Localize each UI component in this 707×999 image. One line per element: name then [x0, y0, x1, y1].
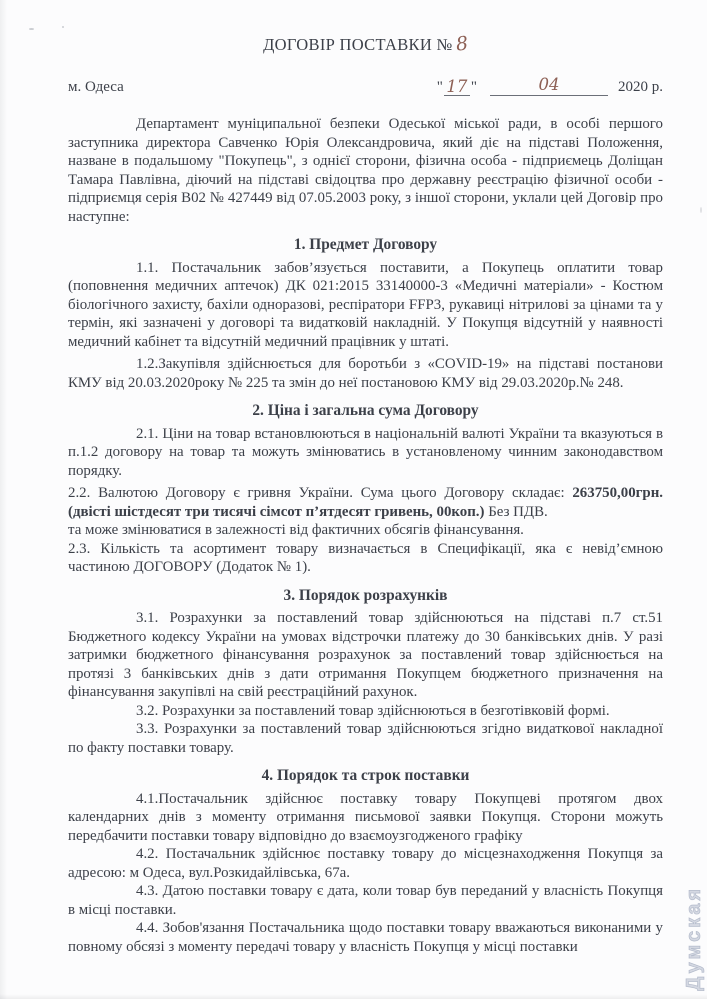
scan-speck	[700, 207, 702, 213]
month-blank-line	[490, 76, 608, 96]
paragraph	[68, 484, 663, 521]
paragraph-text: 4.4. Зобов'язання Постачальника щодо поставки товару вважаються виконаними у повному обсязі з моменту передачі товару у власність Покупця у місці поставки	[68, 920, 663, 955]
year-label: 2020 р.	[618, 79, 663, 95]
scan-speck	[29, 28, 34, 30]
paragraph	[68, 540, 663, 577]
paragraph	[68, 115, 663, 226]
paragraph-text: 2.2. Валютою Договору є гривня України. Сума цього Договору складає:	[68, 485, 573, 501]
paragraph	[68, 845, 663, 882]
close-quote: "	[470, 79, 477, 95]
watermark: Думская	[683, 886, 705, 991]
paragraph-text: 2.1. Ціни на товар встановлюються в національній валюті України та вказуються в п.1.2 договору на товар та можуть змінюватись в установленому чинним законодавством порядку.	[68, 425, 663, 479]
paragraph-text: 3.2. Розрахунки за поставлений товар здійснюються в безготівковій формі.	[136, 702, 610, 719]
paragraph-text: та може змінюватися в залежності від фактичних обсягів фінансування.	[68, 522, 524, 538]
paragraph-text: 3.3. Розрахунки за поставлений товар здійснюються згідно видаткової накладної по факту поставки товару.	[68, 721, 663, 756]
contract-title	[68, 33, 663, 55]
paragraph-text: Без ПДВ.	[484, 503, 548, 520]
paragraph	[68, 259, 663, 352]
paragraph-text: 4.2. Постачальник здійснює поставку товару до місцезнаходження Покупця за адресою: м Одеса, вул.Розкидайлівська, 67а.	[68, 846, 663, 881]
scan-speck	[62, 26, 64, 28]
dateline	[68, 76, 663, 96]
paragraph	[68, 919, 663, 956]
paragraph-text: 1.1. Постачальник забов’язується поставити, а Покупець оплатити товар (поповнення медичних аптечок) ДК 021:2015 33140000-3 «Медичні матеріали» - Костюм біологічного захисту, бахіли одноразові, респіратори FFP3, рукавиці нітрилові за цінами та у термін, які зазначені у договорі та видатковій накладній. У Покупця відсутній у наявності медичний кабінет та відсутній медичний працівник у штаті.	[68, 259, 663, 350]
paragraph	[68, 609, 663, 702]
month-handwritten: 04	[538, 75, 560, 94]
section-heading: 2. Ціна і загальна сума Договору	[252, 402, 479, 419]
section-heading: 4. Порядок та строк поставки	[261, 767, 470, 784]
paragraph	[68, 720, 663, 757]
paragraph	[68, 882, 663, 919]
open-quote: "	[436, 79, 443, 95]
paragraph-text: 4.1.Постачальник здійснює поставку товару Покупцеві протягом двох календарних днів з моменту отримання письмової заявки Покупця. Сторони можуть передбачити поставки товару відповідно до взаємоузгодженого графіку	[68, 790, 663, 844]
paragraph	[68, 355, 663, 392]
paragraph	[68, 521, 663, 540]
paragraph-text: 2.3. Кількість та асортимент товару визначається в Специфікації, яка є невід’ємною частиною ДОГОВОРУ (Додаток № 1).	[68, 540, 663, 575]
city-label: м. Одеса	[68, 79, 124, 95]
contract-title-text: ДОГОВІР ПОСТАВКИ №	[263, 35, 453, 54]
paragraph	[68, 790, 663, 846]
paragraph	[68, 702, 663, 721]
paragraph-text: Департамент муніципальної безпеки Одеської міської ради, в особі першого заступника директора Савченко Юрія Олександровича, який діє на підставі Положення, назване в подальшому "Покупець", з однієї сторони, фізична особа - підприємець Доліщан Тамара Павлівна, діючий на підставі свідоцтва про державну реєстрацію фізичної особи - підприємця серія В02 № 427449 від 07.05.2003 року, з іншої сторони, уклали цей Договір про наступне:	[68, 116, 663, 225]
section-heading: 1. Предмет Договору	[293, 236, 438, 253]
paragraph-text: 1.2.Закупівля здійснюється для боротьби з «COVID-19» на підставі постанови КМУ від 20.03.2020року № 225 та змін до неї постановою КМУ від 29.03.2020р.№ 248.	[68, 356, 663, 391]
contract-number-handwritten: 8	[454, 32, 470, 56]
paragraph-text: 3.1. Розрахунки за поставлений товар здійснюються на підставі п.7 ст.51 Бюджетного кодексу України на умовах відстрочки платежу до 30 банківських днів. У разі затримки бюджетного фінансування розрахунок за поставлений товар здійснюється на протязі 3 банківських днів з дати отримання Покупцем бюджетного призначення на фінансування закупівлі на свій реєстраційний рахунок.	[68, 610, 663, 700]
paragraph-text: 4.3. Датою поставки товару є дата, коли товар був переданий у власність Покупця в місці поставки.	[68, 883, 663, 918]
date-fields	[436, 76, 663, 96]
paragraph-text-bold: 263750,00грн. (двісті шістдесят три тисячі сімсот п’ятдесят гривень, 00коп.)	[68, 485, 663, 520]
section-heading: 3. Порядок розрахунків	[283, 586, 448, 604]
contract-body	[68, 115, 663, 956]
paragraph	[68, 425, 663, 481]
day-handwritten: 17	[444, 78, 470, 96]
